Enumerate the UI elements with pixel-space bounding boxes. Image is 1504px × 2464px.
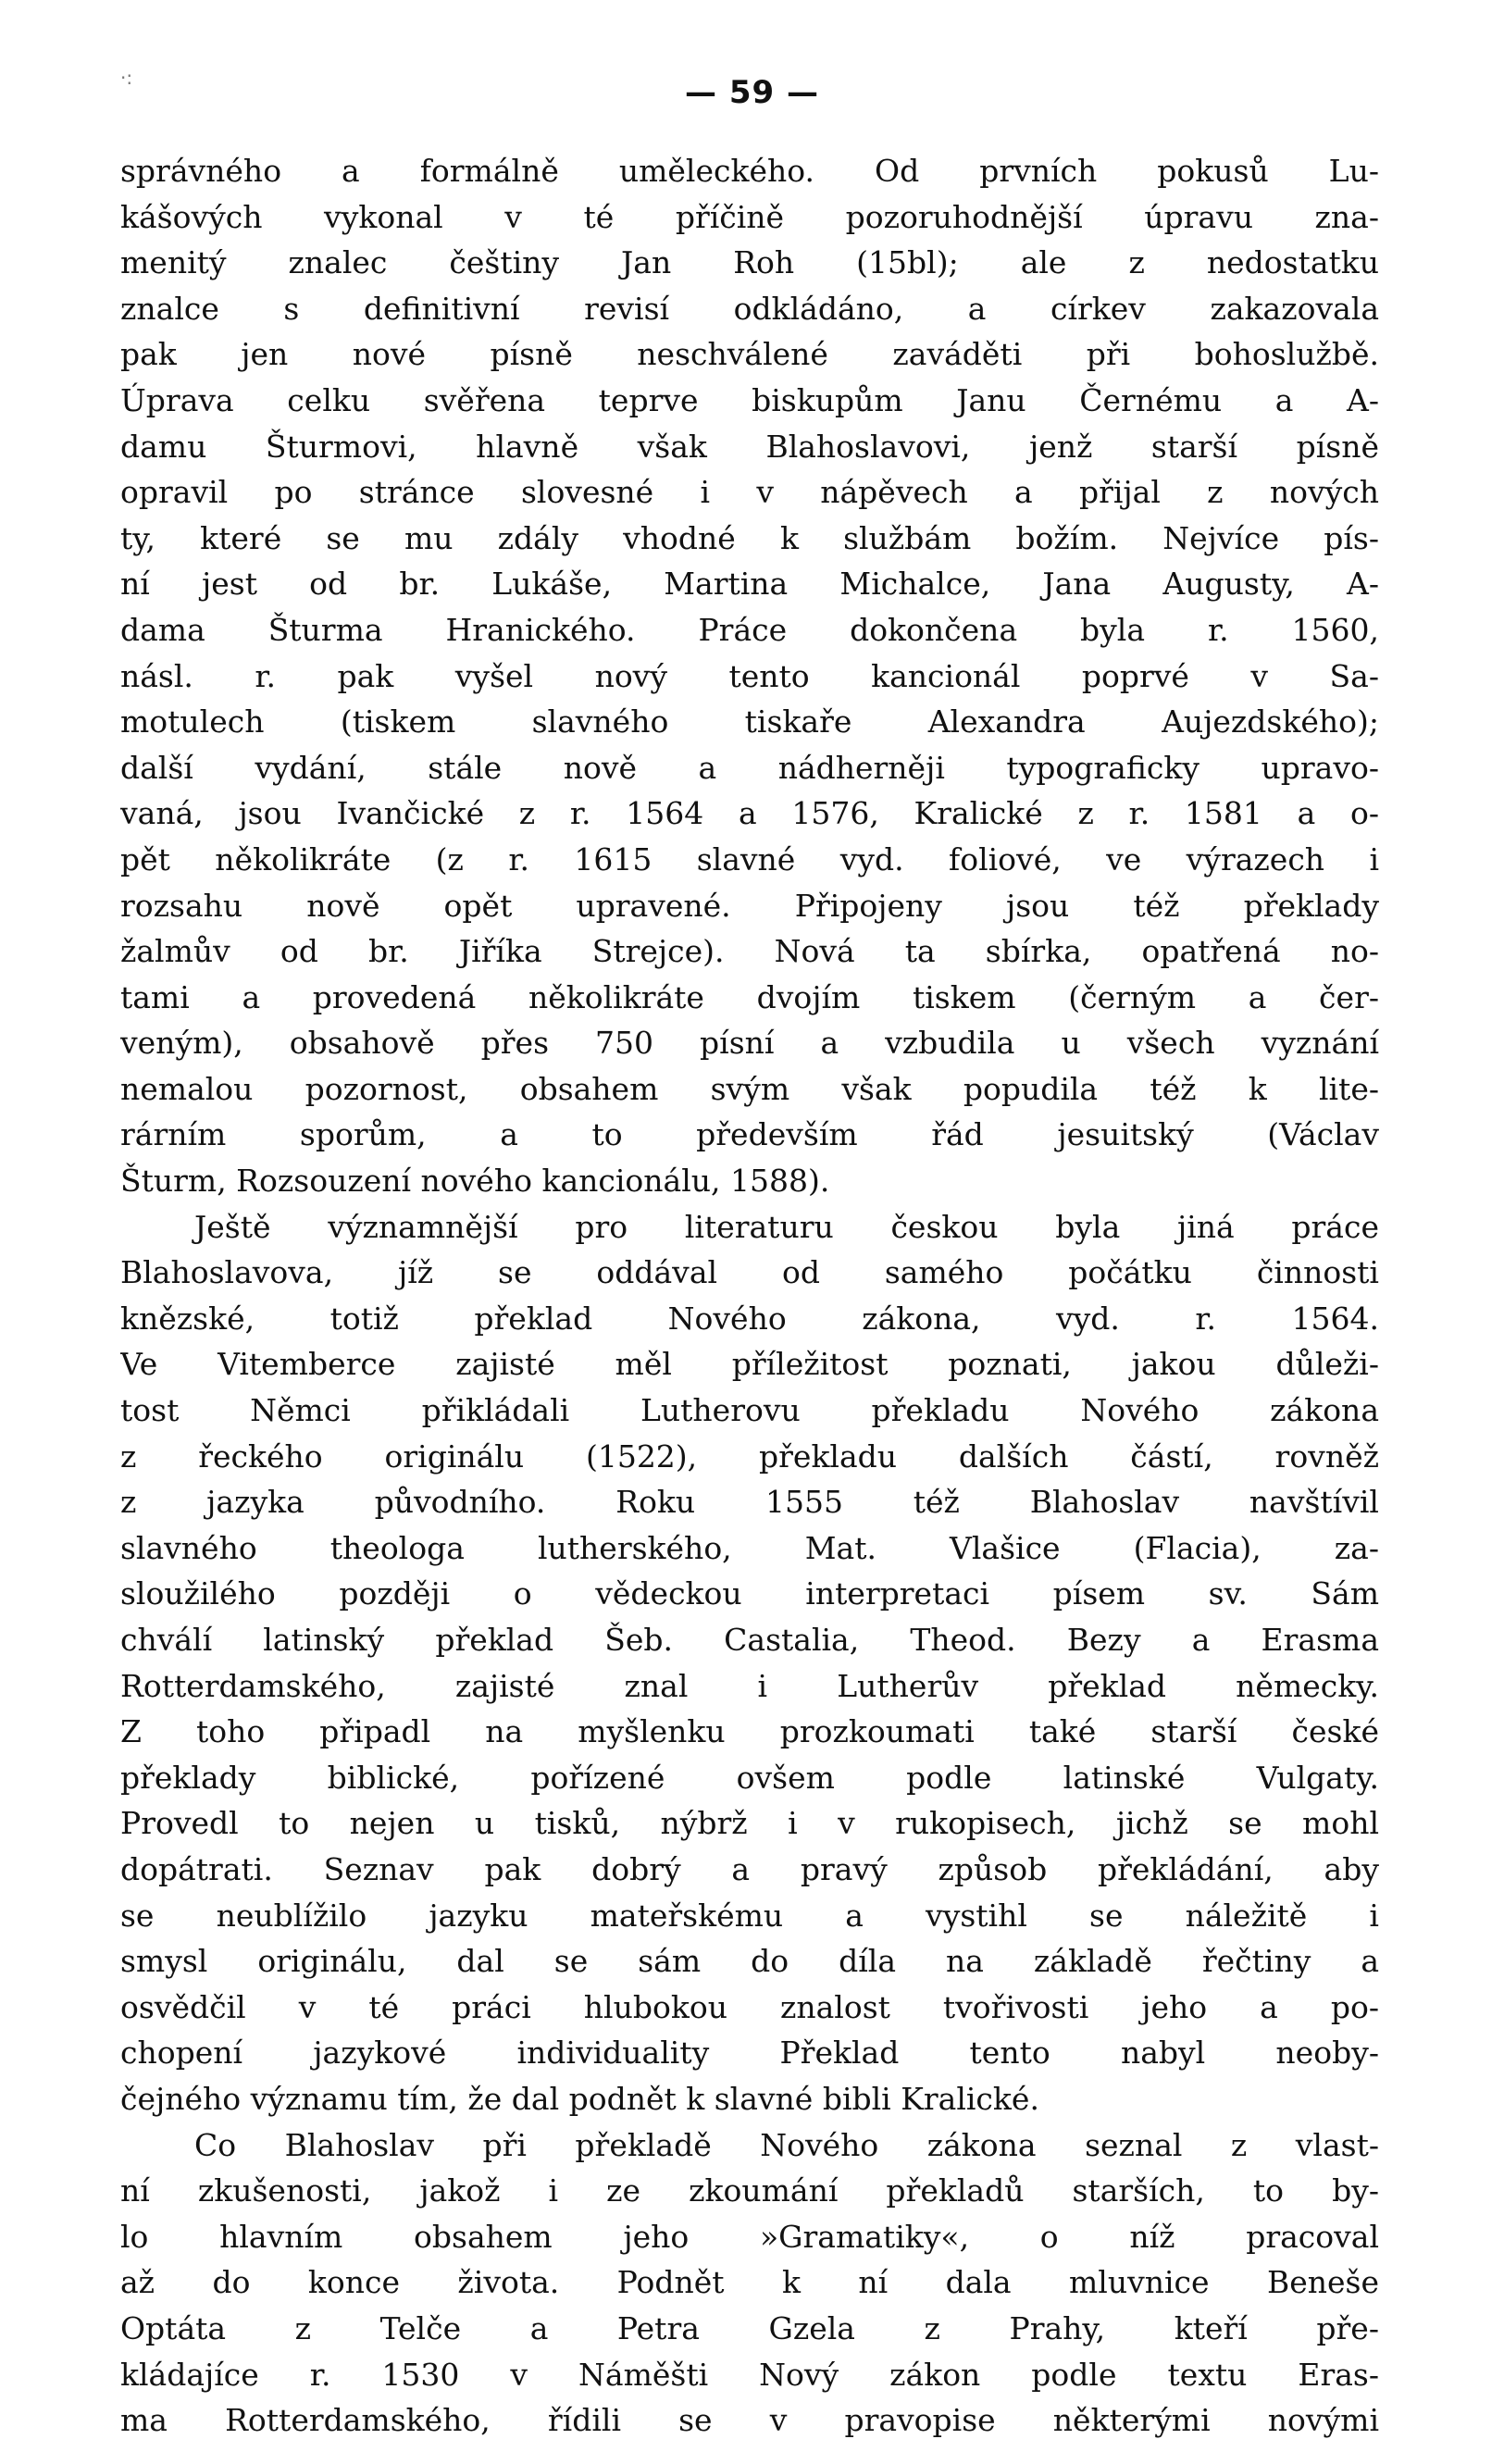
text-line: z řeckého originálu (1522), překladu dalších částí, rovněž xyxy=(120,1437,1379,1475)
text-line: Šturm, Rozsouzení nového kancionálu, 1588). xyxy=(120,1163,830,1200)
text-line: Z toho připadl na myšlenku prozkoumati také starší české xyxy=(120,1713,1379,1750)
text-line: veným), obsahově přes 750 písní a vzbudila u všech vyznání xyxy=(120,1025,1379,1062)
text-line: ní zkušenosti, jakož i ze zkoumání překladů starších, to by- xyxy=(120,2172,1379,2209)
text-line: Co Blahoslav při překladě Nového zákona seznal z vlast- xyxy=(194,2126,1379,2163)
text-line: Úprava celku svěřena teprve biskupům Janu Černému a A- xyxy=(120,381,1379,418)
text-line: smysl originálu, dal se sám do díla na základě řečtiny a xyxy=(120,1943,1379,1980)
text-line: dopátrati. Seznav pak dobrý a pravý způsob překládání, aby xyxy=(120,1850,1379,1887)
text-line: Optáta z Telče a Petra Gzela z Prahy, kteří pře- xyxy=(120,2309,1379,2346)
text-line: Rotterdamského, zajisté znal i Lutherův překlad německy. xyxy=(120,1667,1379,1704)
text-line: osvědčil v té práci hlubokou znalost tvořivosti jeho a po- xyxy=(120,1988,1379,2025)
text-line: opravil po stránce slovesné i v nápěvech a přijal z nových xyxy=(120,474,1379,511)
text-line: chopení jazykové individuality Překlad tento nabyl neoby- xyxy=(120,2035,1379,2072)
text-line: pět několikráte (z r. 1615 slavné vyd. foliové, ve výrazech i xyxy=(120,840,1379,877)
text-line: lo hlavním obsahem jeho »Gramatiky«, o níž pracoval xyxy=(120,2218,1379,2255)
text-line: Ještě významnější pro literaturu českou byla jiná práce xyxy=(194,1208,1379,1245)
text-line: chválí latinský překlad Šeb. Castalia, Theod. Bezy a Erasma xyxy=(120,1622,1379,1658)
text-line: překlady biblické, pořízené ovšem podle latinské Vulgaty. xyxy=(120,1759,1379,1796)
text-line: slavného theologa lutherského, Mat. Vlašice (Flacia), za- xyxy=(120,1529,1379,1566)
text-line: knězské, totiž překlad Nového zákona, vyd. r. 1564. xyxy=(120,1300,1379,1337)
text-line: damu Šturmovi, hlavně však Blahoslavovi, jenž starší písně xyxy=(120,428,1379,465)
stray-print-mark: ·: xyxy=(120,67,133,89)
text-line: čejného významu tím, že dal podnět k slavné bibli Kralické. xyxy=(120,2080,1039,2117)
text-line: nemalou pozornost, obsahem svým však popudila též k lite- xyxy=(120,1070,1379,1107)
text-line: žalmův od br. Jiříka Strejce). Nová ta sbírka, opatřená no- xyxy=(120,933,1379,970)
text-line: rozsahu nově opět upravené. Připojeny jsou též překlady xyxy=(120,887,1379,924)
text-line: Provedl to nejen u tisků, nýbrž i v rukopisech, jichž se mohl xyxy=(120,1805,1379,1842)
text-line: ty, které se mu zdály vhodné k službám božím. Nejvíce pís- xyxy=(120,519,1379,556)
text-line: tost Němci přikládali Lutherovu překladu Nového zákona xyxy=(120,1392,1379,1429)
text-line: dama Šturma Hranického. Práce dokončena byla r. 1560, xyxy=(120,611,1379,648)
text-line: z jazyka původního. Roku 1555 též Blahoslav navštívil xyxy=(120,1484,1379,1521)
text-line: vaná, jsou Ivančické z r. 1564 a 1576, Kralické z r. 1581 a o- xyxy=(120,795,1379,832)
text-line: motulech (tiskem slavného tiskaře Alexandra Aujezdského); xyxy=(120,703,1379,740)
text-line: ma Rotterdamského, řídili se v pravopise některými novými xyxy=(120,2402,1379,2439)
text-line: tami a provedená několikráte dvojím tiskem (černým a čer- xyxy=(120,978,1379,1015)
text-line: ní jest od br. Lukáše, Martina Michalce, Jana Augusty, A- xyxy=(120,566,1379,603)
text-line: Ve Vitemberce zajisté měl příležitost poznati, jakou důleži- xyxy=(120,1346,1379,1383)
text-line: násl. r. pak vyšel nový tento kancionál poprvé v Sa- xyxy=(120,657,1379,694)
text-line: pak jen nové písně neschválené zaváděti při bohoslužbě. xyxy=(120,336,1379,373)
page-number: — 59 — xyxy=(685,74,819,111)
text-line: další vydání, stále nově a nádherněji typograficky upravo- xyxy=(120,749,1379,786)
text-line: správného a formálně uměleckého. Od prvních pokusů Lu- xyxy=(120,153,1379,189)
text-line: menitý znalec češtiny Jan Roh (15bl); ale z nedostatku xyxy=(120,244,1379,281)
text-line: sloužilého později o vědeckou interpretaci písem sv. Sám xyxy=(120,1575,1379,1612)
text-line: až do konce života. Podnět k ní dala mluvnice Beneše xyxy=(120,2264,1379,2301)
body-text xyxy=(120,148,1379,2444)
text-line: kládajíce r. 1530 v Náměšti Nový zákon podle textu Eras- xyxy=(120,2356,1379,2393)
text-line: se neublížilo jazyku mateřskému a vystihl se náležitě i xyxy=(120,1897,1379,1934)
text-line: Blahoslavova, jíž se oddával od samého počátku činnosti xyxy=(120,1254,1379,1291)
text-line: znalce s definitivní revisí odkládáno, a církev zakazovala xyxy=(120,290,1379,327)
text-line: rárním sporům, a to především řád jesuitský (Václav xyxy=(120,1116,1379,1153)
text-line: kášových vykonal v té příčině pozoruhodnější úpravu zna- xyxy=(120,198,1379,235)
